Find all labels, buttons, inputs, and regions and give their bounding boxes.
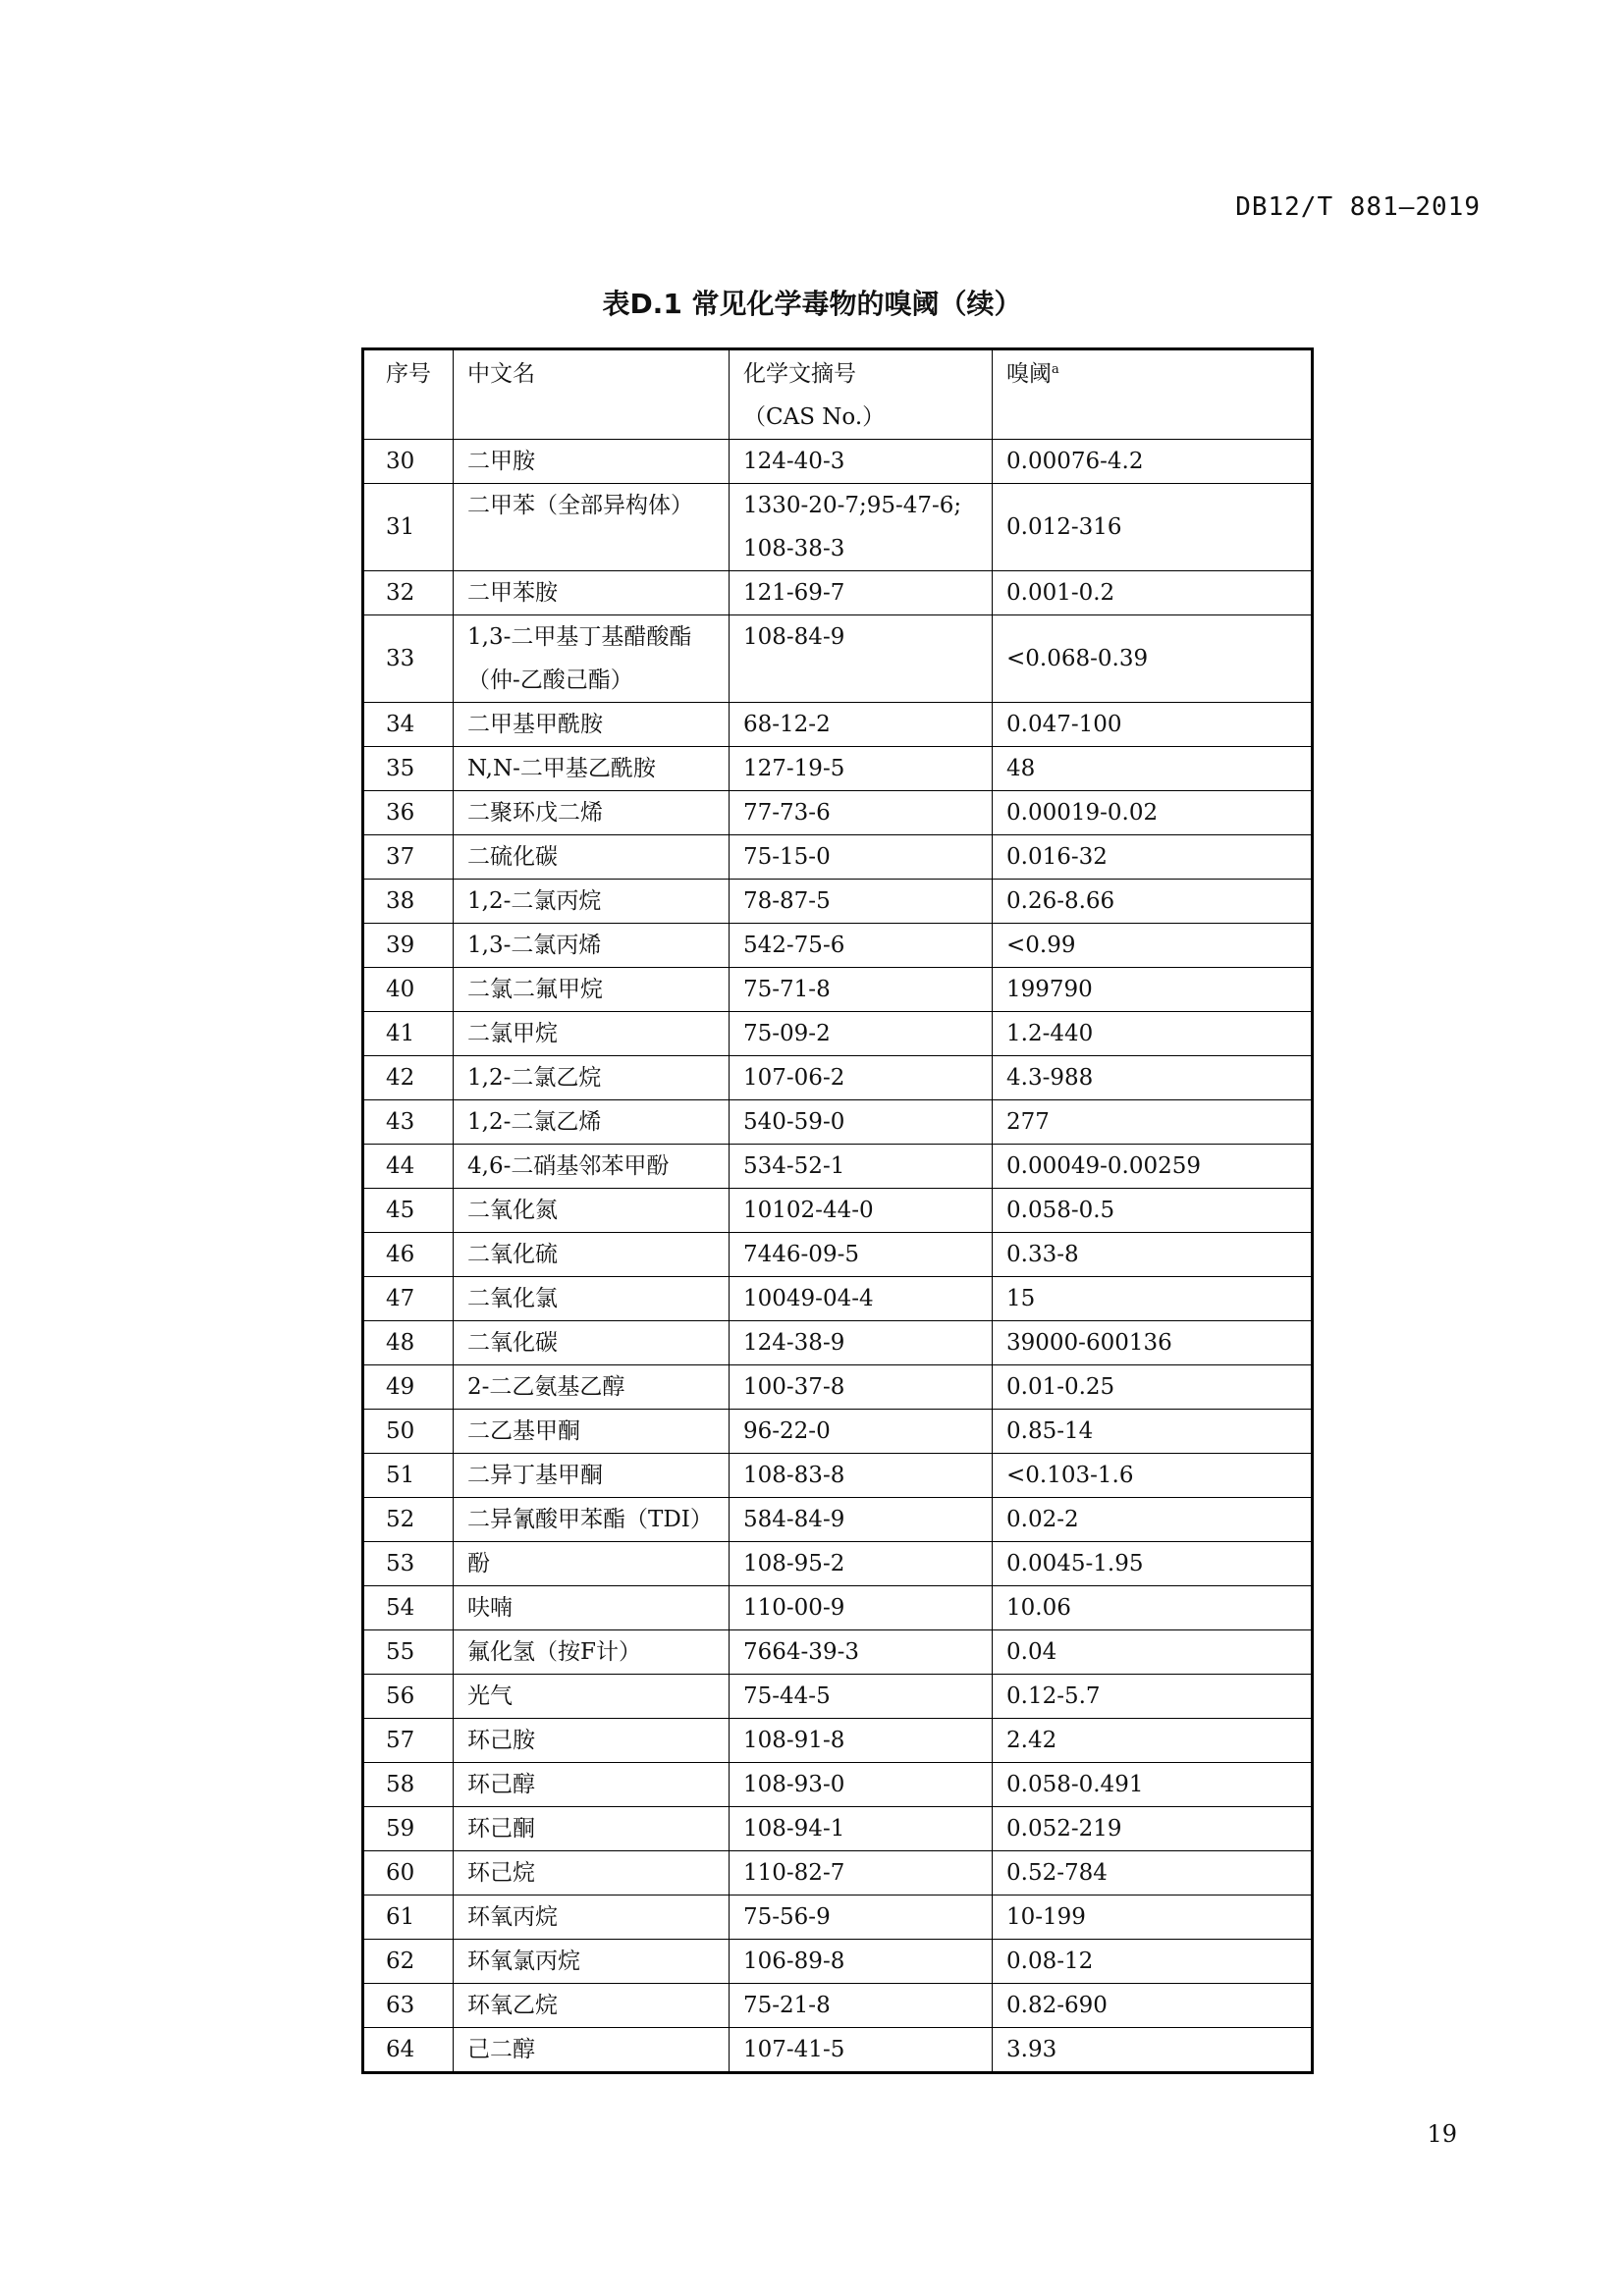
cell-cas: 75-44-5 (730, 1675, 993, 1719)
cell-cas: 127-19-5 (730, 747, 993, 791)
cell-no: 43 (363, 1100, 454, 1145)
cell-name: 二乙基甲酮 (454, 1410, 730, 1454)
cell-name: 二氧化氯 (454, 1277, 730, 1321)
cell-cas: 108-91-8 (730, 1719, 993, 1763)
table-row (363, 1012, 1313, 1056)
cell-no: 35 (363, 747, 454, 791)
cell-no: 60 (363, 1851, 454, 1896)
table-row (363, 1410, 1313, 1454)
table-row (363, 1321, 1313, 1365)
cell-threshold: 0.08-12 (993, 1940, 1313, 1984)
table-row (363, 835, 1313, 880)
table-row (363, 571, 1313, 615)
cell-threshold: 3.93 (993, 2028, 1313, 2073)
cell-threshold: 10.06 (993, 1586, 1313, 1630)
table-row (363, 1145, 1313, 1189)
cell-name: 环氧乙烷 (454, 1984, 730, 2028)
cell-name: 二硫化碳 (454, 835, 730, 880)
cell-threshold: <0.068-0.39 (993, 615, 1313, 703)
cell-cas: 100-37-8 (730, 1365, 993, 1410)
cell-no: 59 (363, 1807, 454, 1851)
cell-cas: 110-82-7 (730, 1851, 993, 1896)
cell-cas: 534-52-1 (730, 1145, 993, 1189)
cell-no: 30 (363, 440, 454, 484)
cell-cas: 10049-04-4 (730, 1277, 993, 1321)
cell-cas-line2: 108-38-3 (743, 536, 845, 561)
cell-threshold: 199790 (993, 968, 1313, 1012)
cell-no: 45 (363, 1189, 454, 1233)
table-row (363, 615, 1313, 703)
cell-no: 44 (363, 1145, 454, 1189)
cell-threshold: 0.85-14 (993, 1410, 1313, 1454)
cell-name: 环己胺 (454, 1719, 730, 1763)
cell-threshold: 0.00076-4.2 (993, 440, 1313, 484)
table-row (363, 924, 1313, 968)
cell-no: 36 (363, 791, 454, 835)
cell-no: 63 (363, 1984, 454, 2028)
table-header-row (363, 349, 1313, 440)
table-row (363, 440, 1313, 484)
page-number: 19 (1427, 2120, 1457, 2148)
cell-name: 光气 (454, 1675, 730, 1719)
cell-cas: 108-83-8 (730, 1454, 993, 1498)
cell-no: 52 (363, 1498, 454, 1542)
cell-no: 56 (363, 1675, 454, 1719)
cell-cas: 107-41-5 (730, 2028, 993, 2073)
cell-name: 二异丁基甲酮 (454, 1454, 730, 1498)
cell-no: 42 (363, 1056, 454, 1100)
cell-name: 呋喃 (454, 1586, 730, 1630)
cell-cas: 106-89-8 (730, 1940, 993, 1984)
cell-cas: 110-00-9 (730, 1586, 993, 1630)
cell-name: 二聚环戊二烯 (454, 791, 730, 835)
cell-name: 二异氰酸甲苯酯（TDI） (454, 1498, 730, 1542)
table-row (363, 1630, 1313, 1675)
table-row (363, 484, 1313, 571)
odor-threshold-table (361, 347, 1314, 2074)
cell-threshold: 0.0045-1.95 (993, 1542, 1313, 1586)
cell-name: 氟化氢（按F计） (454, 1630, 730, 1675)
cell-no: 38 (363, 880, 454, 924)
table-row (363, 1542, 1313, 1586)
table-row (363, 2028, 1313, 2073)
cell-threshold: 4.3-988 (993, 1056, 1313, 1100)
threshold-label: 嗅阈 (1006, 361, 1052, 387)
table-row (363, 1365, 1313, 1410)
cell-cas: 75-21-8 (730, 1984, 993, 2028)
cell-cas: 124-38-9 (730, 1321, 993, 1365)
cell-threshold: 0.52-784 (993, 1851, 1313, 1896)
cell-name: 1,2-二氯乙烯 (454, 1100, 730, 1145)
cell-no: 57 (363, 1719, 454, 1763)
cell-threshold: 39000-600136 (993, 1321, 1313, 1365)
cell-threshold: 0.058-0.491 (993, 1763, 1313, 1807)
cell-threshold: 0.001-0.2 (993, 571, 1313, 615)
cell-no: 58 (363, 1763, 454, 1807)
cell-cas-line1: 1330-20-7;95-47-6; (743, 493, 962, 518)
table-row (363, 1586, 1313, 1630)
column-header-name: 中文名 (454, 349, 730, 440)
cell-cas: 7446-09-5 (730, 1233, 993, 1277)
table-row (363, 1896, 1313, 1940)
column-header-cas-line2: （CAS No.） (743, 404, 886, 430)
cell-name: N,N-二甲基乙酰胺 (454, 747, 730, 791)
cell-cas: 108-84-9 (730, 615, 993, 703)
cell-name: 二氯甲烷 (454, 1012, 730, 1056)
table-row (363, 1233, 1313, 1277)
cell-name: 环己醇 (454, 1763, 730, 1807)
cell-threshold: 0.02-2 (993, 1498, 1313, 1542)
cell-cas: 108-94-1 (730, 1807, 993, 1851)
cell-cas: 540-59-0 (730, 1100, 993, 1145)
table-row (363, 1277, 1313, 1321)
cell-cas: 78-87-5 (730, 880, 993, 924)
cell-threshold: 0.04 (993, 1630, 1313, 1675)
cell-name: 环氧氯丙烷 (454, 1940, 730, 1984)
cell-threshold: 0.00019-0.02 (993, 791, 1313, 835)
cell-name: 二甲苯（全部异构体） (454, 484, 730, 571)
cell-threshold: 1.2-440 (993, 1012, 1313, 1056)
column-header-cas (730, 349, 993, 440)
table-row (363, 1719, 1313, 1763)
cell-name: 二甲基甲酰胺 (454, 703, 730, 747)
table-row (363, 747, 1313, 791)
cell-no: 48 (363, 1321, 454, 1365)
table-row (363, 1100, 1313, 1145)
table-row (363, 703, 1313, 747)
cell-no: 31 (363, 484, 454, 571)
cell-cas: 121-69-7 (730, 571, 993, 615)
cell-cas: 542-75-6 (730, 924, 993, 968)
cell-threshold: 2.42 (993, 1719, 1313, 1763)
table-row (363, 1189, 1313, 1233)
cell-no: 62 (363, 1940, 454, 1984)
footnote-marker: a (1052, 362, 1059, 377)
cell-name: 2-二乙氨基乙醇 (454, 1365, 730, 1410)
cell-no: 46 (363, 1233, 454, 1277)
cell-no: 47 (363, 1277, 454, 1321)
table-row (363, 1498, 1313, 1542)
cell-no: 54 (363, 1586, 454, 1630)
cell-no: 34 (363, 703, 454, 747)
cell-no: 32 (363, 571, 454, 615)
column-header-cas-line1: 化学文摘号 (743, 361, 856, 387)
cell-name: 环氧丙烷 (454, 1896, 730, 1940)
cell-name: 二甲胺 (454, 440, 730, 484)
cell-threshold: 0.01-0.25 (993, 1365, 1313, 1410)
table-row (363, 1940, 1313, 1984)
cell-name: 酚 (454, 1542, 730, 1586)
column-header-no: 序号 (363, 349, 454, 440)
cell-name: 己二醇 (454, 2028, 730, 2073)
cell-name: 二氯二氟甲烷 (454, 968, 730, 1012)
cell-name: 环己烷 (454, 1851, 730, 1896)
cell-name: 二甲苯胺 (454, 571, 730, 615)
cell-cas: 7664-39-3 (730, 1630, 993, 1675)
cell-cas: 96-22-0 (730, 1410, 993, 1454)
table-row (363, 1675, 1313, 1719)
cell-cas: 68-12-2 (730, 703, 993, 747)
cell-threshold: 0.26-8.66 (993, 880, 1313, 924)
cell-threshold: 0.00049-0.00259 (993, 1145, 1313, 1189)
cell-no: 51 (363, 1454, 454, 1498)
cell-cas: 108-95-2 (730, 1542, 993, 1586)
cell-threshold: 0.052-219 (993, 1807, 1313, 1851)
table-row (363, 880, 1313, 924)
cell-name (454, 615, 730, 703)
table-row (363, 1851, 1313, 1896)
cell-cas: 75-71-8 (730, 968, 993, 1012)
cell-threshold: 15 (993, 1277, 1313, 1321)
cell-threshold: 0.12-5.7 (993, 1675, 1313, 1719)
cell-cas: 584-84-9 (730, 1498, 993, 1542)
cell-threshold: 0.012-316 (993, 484, 1313, 571)
cell-threshold: 0.058-0.5 (993, 1189, 1313, 1233)
cell-no: 64 (363, 2028, 454, 2073)
cell-name: 二氧化氮 (454, 1189, 730, 1233)
table-row (363, 1807, 1313, 1851)
cell-name: 1,2-二氯丙烷 (454, 880, 730, 924)
cell-no: 61 (363, 1896, 454, 1940)
cell-threshold: 48 (993, 747, 1313, 791)
cell-name: 1,3-二氯丙烯 (454, 924, 730, 968)
cell-cas (730, 484, 993, 571)
cell-name-line1: 1,3-二甲基丁基醋酸酯 (467, 624, 692, 650)
cell-no: 39 (363, 924, 454, 968)
table-body (363, 349, 1313, 2073)
table-title: 表D.1 常见化学毒物的嗅阈（续） (602, 288, 1022, 320)
cell-threshold: 277 (993, 1100, 1313, 1145)
cell-no: 53 (363, 1542, 454, 1586)
document-code: DB12/T 881—2019 (1235, 192, 1481, 222)
table-row (363, 1763, 1313, 1807)
cell-cas: 75-09-2 (730, 1012, 993, 1056)
cell-no: 50 (363, 1410, 454, 1454)
cell-cas: 10102-44-0 (730, 1189, 993, 1233)
cell-cas: 77-73-6 (730, 791, 993, 835)
cell-no: 41 (363, 1012, 454, 1056)
cell-cas: 108-93-0 (730, 1763, 993, 1807)
cell-name: 二氧化硫 (454, 1233, 730, 1277)
cell-threshold: 0.016-32 (993, 835, 1313, 880)
cell-no: 49 (363, 1365, 454, 1410)
cell-name: 环己酮 (454, 1807, 730, 1851)
cell-name-line2: （仲-乙酸己酯） (467, 667, 633, 693)
cell-threshold: 0.82-690 (993, 1984, 1313, 2028)
table-row (363, 968, 1313, 1012)
cell-cas: 75-15-0 (730, 835, 993, 880)
cell-name: 4,6-二硝基邻苯甲酚 (454, 1145, 730, 1189)
cell-name: 1,2-二氯乙烷 (454, 1056, 730, 1100)
cell-threshold: 10-199 (993, 1896, 1313, 1940)
table-row (363, 791, 1313, 835)
cell-no: 33 (363, 615, 454, 703)
cell-name: 二氧化碳 (454, 1321, 730, 1365)
cell-threshold: 0.33-8 (993, 1233, 1313, 1277)
cell-no: 55 (363, 1630, 454, 1675)
cell-no: 37 (363, 835, 454, 880)
cell-cas: 75-56-9 (730, 1896, 993, 1940)
cell-no: 40 (363, 968, 454, 1012)
table-row (363, 1984, 1313, 2028)
cell-cas: 107-06-2 (730, 1056, 993, 1100)
table-row (363, 1056, 1313, 1100)
cell-threshold: <0.103-1.6 (993, 1454, 1313, 1498)
cell-threshold: <0.99 (993, 924, 1313, 968)
cell-threshold: 0.047-100 (993, 703, 1313, 747)
table-row (363, 1454, 1313, 1498)
column-header-threshold (993, 349, 1313, 440)
cell-cas: 124-40-3 (730, 440, 993, 484)
